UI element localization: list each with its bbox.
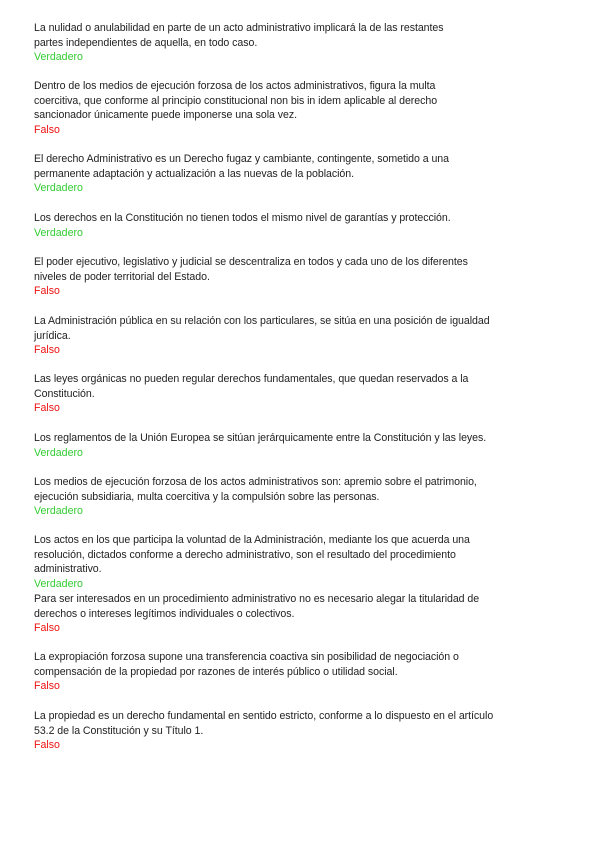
answer-label: Falso [34, 402, 60, 415]
quiz-item [34, 211, 534, 240]
quiz-item [34, 79, 534, 137]
statement-text: El poder ejecutivo, legislativo y judicial se descentraliza en todos y cada uno de los diferentes niveles de poder territorial del Estado. [34, 256, 468, 283]
answer-label: Verdadero [34, 577, 83, 590]
statement-text: Los reglamentos de la Unión Europea se sitúan jerárquicamente entre la Constitución y las leyes. [34, 432, 487, 444]
answer-label: Falso [34, 123, 60, 136]
statement-text: La expropiación forzosa supone una transferencia coactiva sin posibilidad de negociación o compensación de la propiedad por razones de interés público o utilidad social. [34, 651, 459, 678]
statement-text: El derecho Administrativo es un Derecho fugaz y cambiante, contingente, sometido a una permanente adaptación y actualización a las nuevas de la población. [34, 153, 449, 180]
answer-label: Verdadero [34, 182, 83, 195]
quiz-item [34, 21, 534, 65]
answer-label: Verdadero [34, 446, 83, 459]
quiz-item [34, 650, 534, 694]
answer-label: Falso [34, 344, 60, 357]
answer-label: Falso [34, 739, 60, 752]
quiz-item [34, 314, 534, 358]
statement-text: Dentro de los medios de ejecución forzosa de los actos administrativos, figura la multa coercitiva, que conforme al principio constitucional non bis in idem aplicable al derecho sancionador únicamente puede imponerse una sola vez. [34, 80, 438, 122]
answer-label: Falso [34, 622, 60, 635]
quiz-item [34, 533, 534, 591]
quiz-item [34, 372, 534, 416]
quiz-item [34, 431, 534, 460]
statement-text: Para ser interesados en un procedimiento administrativo no es necesario alegar la titularidad de derechos o intereses legítimos individuales o colectivos. [34, 593, 480, 620]
quiz-item [34, 709, 534, 753]
quiz-item [34, 475, 534, 519]
statement-text: La nulidad o anulabilidad en parte de un acto administrativo implicará la de las restantes partes independientes de aquella, en todo caso. [34, 22, 444, 49]
statement-text: Los medios de ejecución forzosa de los actos administrativos son: apremio sobre el patrimonio, ejecución subsidiaria, multa coercitiva y la compulsión sobre las personas. [34, 476, 477, 503]
statement-text: Las leyes orgánicas no pueden regular derechos fundamentales, que quedan reservados a la Constitución. [34, 373, 469, 400]
answer-label: Verdadero [34, 51, 83, 64]
statement-text: La Administración pública en su relación con los particulares, se sitúa en una posición de igualdad jurídica. [34, 315, 490, 342]
statement-text: Los derechos en la Constitución no tienen todos el mismo nivel de garantías y protección. [34, 212, 451, 224]
statement-text: Los actos en los que participa la voluntad de la Administración, mediante los que acuerda una resolución, dictados conforme a derecho administrativo, son el resultado del procedimiento administrativo. [34, 534, 470, 576]
answer-label: Verdadero [34, 226, 83, 239]
quiz-item [34, 255, 534, 299]
quiz-item [34, 152, 534, 196]
answer-label: Falso [34, 285, 60, 298]
answer-label: Falso [34, 680, 60, 693]
statement-text: La propiedad es un derecho fundamental en sentido estricto, conforme a lo dispuesto en el artículo 53.2 de la Constitución y su Título 1. [34, 710, 494, 737]
quiz-item [34, 592, 534, 636]
answer-label: Verdadero [34, 505, 83, 518]
